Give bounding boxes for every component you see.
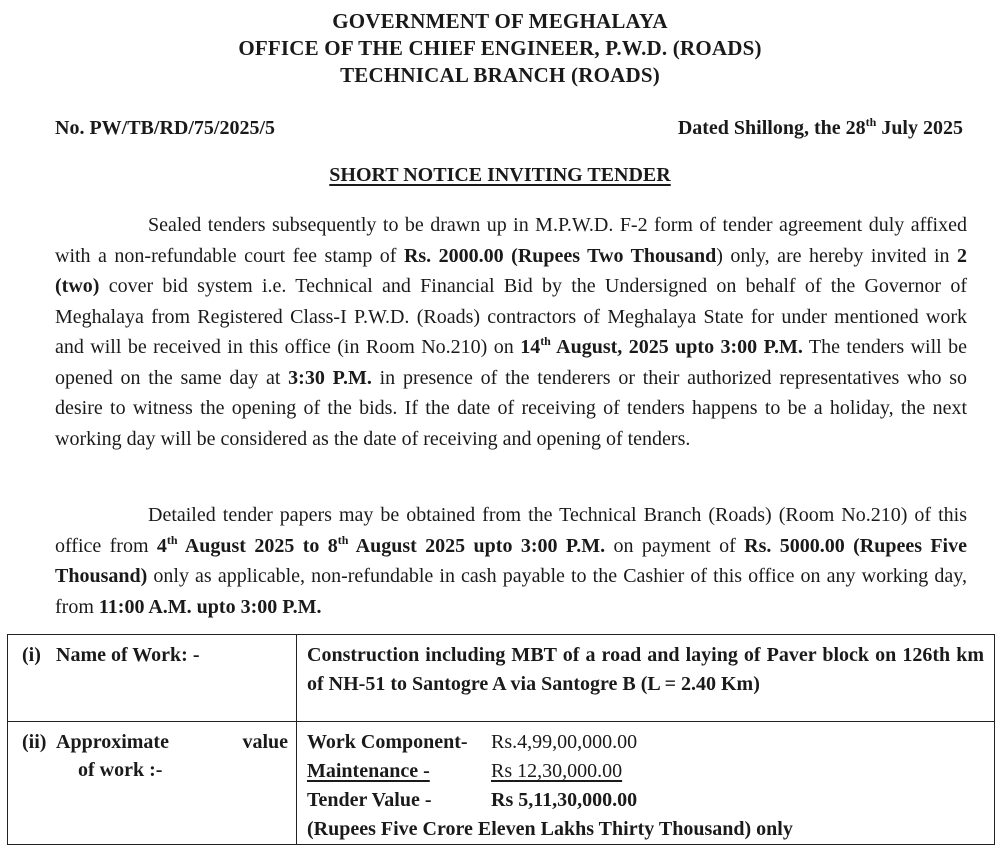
table-row-approximate-value	[8, 722, 995, 845]
para1-text-4: The tenders will be opened on the same day at	[55, 336, 967, 389]
table-row-name-of-work	[8, 635, 995, 722]
name-of-work-label: Name of Work: -	[56, 644, 200, 666]
date-ordinal: th	[865, 115, 877, 129]
cashier-hours: 11:00 A.M. upto 3:00 P.M.	[98, 595, 322, 618]
para1-text-5: in presence of the tenderers or their authorized representatives who so desire to witness the opening of the bids. If the date of receiving of tenders happens to be a holiday, the next working day will be considered as the date of receiving and opening of tenders.	[55, 366, 968, 450]
notice-date	[678, 117, 963, 140]
para2-text-3: only as applicable, non-refundable in cash payable to the Cashier of this office on any working day, from	[55, 565, 967, 618]
work-details-table	[7, 634, 995, 845]
date-suffix: July 2025	[876, 117, 963, 139]
header-line-office: OFFICE OF THE CHIEF ENGINEER, P.W.D. (ROADS)	[238, 36, 762, 60]
sale-start-day: 4	[156, 534, 167, 557]
approximate-label: Approximate	[56, 731, 169, 753]
notice-title	[0, 164, 1000, 187]
para1-text-1: Sealed tenders subsequently to be drawn up in M.P.W.D. F-2 form of tender agreement duly affixed with a non-refundable court fee stamp of	[55, 214, 967, 267]
sale-end-ordinal: th	[337, 532, 349, 547]
row-number: (i)	[22, 644, 41, 666]
sale-period-middle: August 2025 to 8	[177, 534, 338, 557]
cover-count: 2 (two)	[55, 244, 967, 297]
receipt-day: 14	[520, 336, 541, 358]
receipt-date-rest: August, 2025 upto 3:00 P.M.	[550, 336, 803, 358]
para2-text-1: Detailed tender papers may be obtained from the Technical Branch (Roads) (Room No.210) of this office from	[55, 504, 967, 557]
work-component-label: Work Component-	[307, 731, 468, 753]
tender-paper-fee: Rs. 5000.00 (Rupees Five Thousand)	[55, 534, 967, 587]
para1-text-3: cover bid system i.e. Technical and Financial Bid by the Undersigned on behalf of the Governor of Meghalaya from Registered Class-I P.W.D. (Roads) contractors of Meghalaya State for under mentioned work and will be received in this office (in Room No.210) on	[55, 275, 967, 358]
row-number: (ii)	[22, 731, 47, 753]
name-of-work-value: Construction including MBT of a road and laying of Paver block on 126th km of NH-51 to Santogre A via Santogre B (L = 2.40 Km)	[297, 635, 995, 722]
notice-title-text: SHORT NOTICE INVITING TENDER	[329, 164, 671, 186]
maintenance-row	[307, 757, 984, 786]
tender-value-amount: Rs 5,11,30,000.00	[491, 789, 638, 811]
approximate-value-cell	[297, 722, 995, 845]
sale-period-end: August 2025 upto 3:00 P.M.	[348, 534, 606, 557]
tender-value-row	[307, 786, 984, 815]
maintenance-amount: Rs 12,30,000.00	[491, 760, 623, 782]
sale-period	[156, 532, 606, 557]
tender-value-in-words: (Rupees Five Crore Eleven Lakhs Thirty Thousand) only	[307, 818, 793, 840]
letterhead	[0, 8, 1000, 89]
work-component-amount: Rs.4,99,00,000.00	[491, 731, 638, 753]
work-component-row	[307, 728, 984, 757]
paragraph-tender-papers	[55, 500, 967, 622]
sale-start-ordinal: th	[166, 532, 178, 547]
reference-number: No. PW/TB/RD/75/2025/5	[55, 117, 276, 139]
name-of-work-label-cell	[8, 635, 297, 722]
receipt-deadline	[520, 336, 803, 358]
paragraph-tender-invitation	[55, 210, 967, 454]
opening-time: 3:30 P.M.	[288, 366, 372, 389]
tender-value-label: Tender Value -	[307, 789, 432, 811]
receipt-ordinal: th	[540, 334, 551, 348]
court-fee-amount: Rs. 2000.00 (Rupees Two Thousand	[403, 244, 717, 267]
para2-text-2: on payment of	[605, 534, 745, 557]
header-line-branch: TECHNICAL BRANCH (ROADS)	[340, 63, 660, 87]
header-line-government: GOVERNMENT OF MEGHALAYA	[332, 9, 668, 33]
date-prefix: Dated Shillong, the 28	[677, 117, 866, 139]
maintenance-label: Maintenance -	[307, 760, 430, 782]
para1-text-2: ) only, are hereby invited in	[716, 244, 957, 267]
of-work-label: of work :-	[78, 759, 163, 781]
value-label: value	[242, 731, 288, 753]
approximate-value-label-cell	[8, 722, 297, 845]
